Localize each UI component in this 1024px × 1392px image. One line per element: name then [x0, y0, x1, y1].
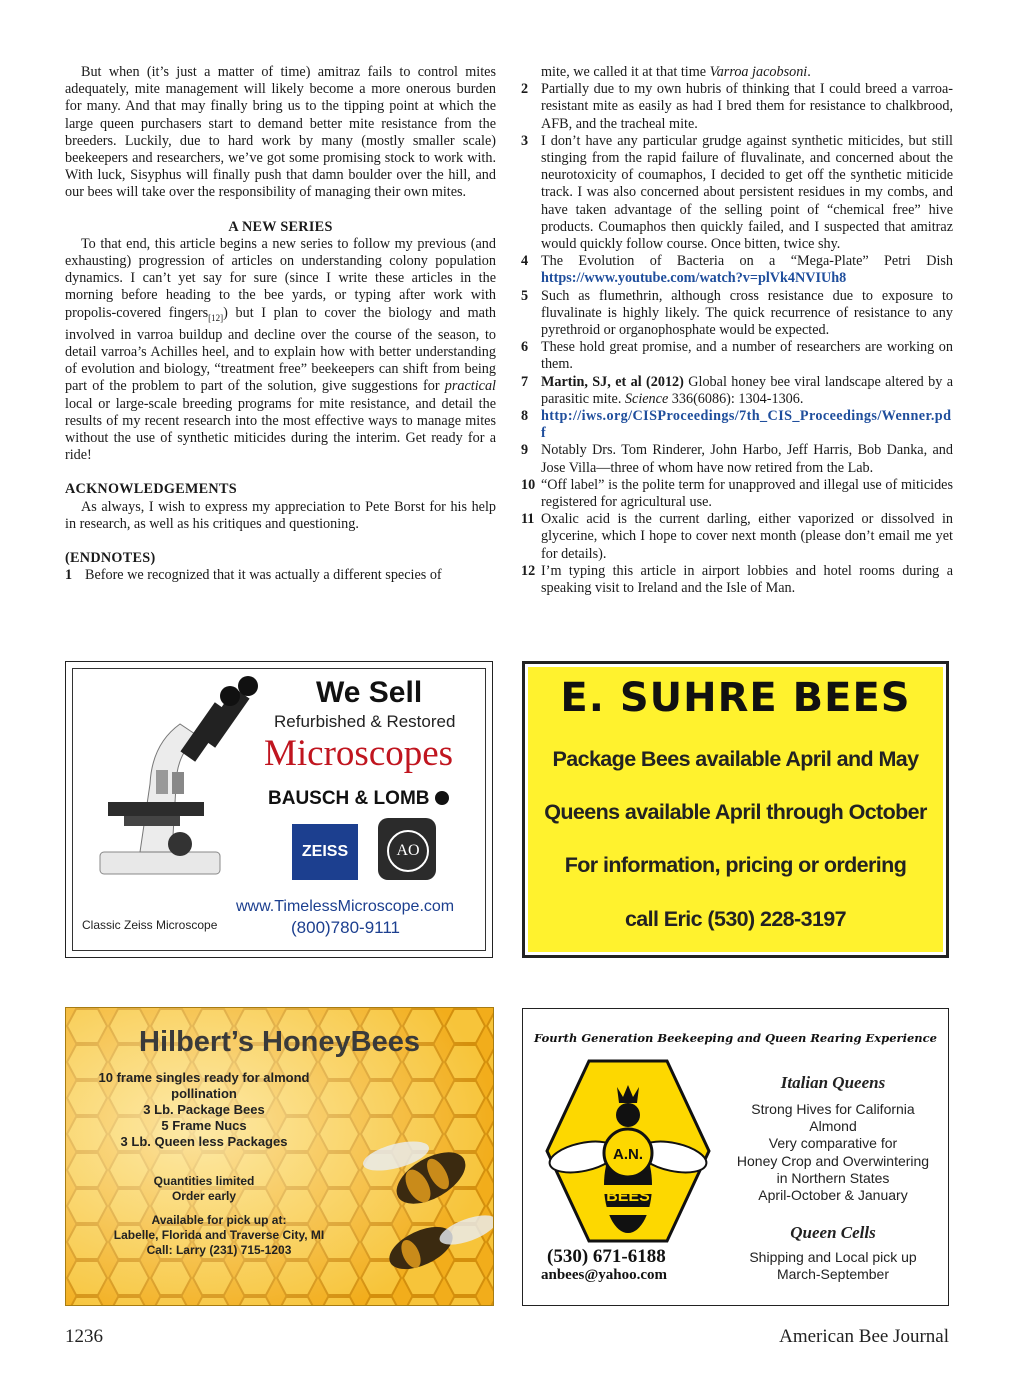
list-item: pollination	[171, 1086, 237, 1101]
ack-heading: ACKNOWLEDGEMENTS	[65, 481, 237, 498]
endnote-3: 3 I don’t have any particular grudge against synthetic miticides, but still stinging from the rapid failure of fluvalinate, and concerned about the neurotoxicity of coumaphos, I decided to get off the synthetic miticide track. I was also concerned about persistent residues in my combs, and have taken advantage of the selling point of “chemical free” hive products. Coumaphos then quickly failed, and I suspected that amitraz would quickly follow course. Once bitten, twice shy.	[521, 132, 953, 253]
italian-queens-heading: Italian Queens	[780, 1073, 886, 1092]
intro-paragraph: But when (it’s just a matter of time) amitraz fails to control mites adequately, mite management will likely become a more onerous burden for many. And that may finally bring us to the tipping point at which the large queen purchasers start to demand better mite resistance from the breeders. Luckily, due to hard work by many (mostly smaller scale) beekeepers and researchers, we’ve got some promising stock to work with. With luck, Sisyphus will finally push that damn boulder over the hill, and our bees will take over the responsibility of managing their own mites.	[65, 64, 496, 201]
endnote-1: 1 Before we recognized that it was actually a different species of	[65, 567, 442, 584]
list-item: 5 Frame Nucs	[161, 1118, 247, 1133]
bausch-lomb-logo: BAUSCH & LOMB	[268, 788, 449, 810]
endnotes-heading: (ENDNOTES)	[65, 550, 156, 567]
ad-subhead: Refurbished & Restored	[274, 712, 456, 731]
section-heading: A NEW SERIES	[228, 218, 333, 235]
youtube-link[interactable]: https://www.youtube.com/watch?v=plVk4NVIUh8	[541, 270, 847, 287]
endnote-2: 2 Partially due to my own hubris of thinking that I could breed a varroa-resistant mite as easily as had I bred them for resistance to chalkbrood, AFB, and the tracheal mite.	[521, 81, 953, 132]
endnote-6: 6 These hold great promise, and a number of researchers are working on them.	[521, 339, 953, 373]
list-item: 3 Lb. Queen less Packages	[120, 1134, 288, 1149]
hilbert-title: Hilbert’s HoneyBees	[139, 1026, 420, 1058]
suhre-line-queens: Queens available April through October	[544, 800, 927, 824]
list-item: 10 frame singles ready for almond	[98, 1070, 310, 1085]
an-bees-logo	[543, 1057, 713, 1245]
suhre-line-call: call Eric (530) 228-3197	[624, 907, 847, 931]
bausch-lomb-icon	[435, 791, 449, 805]
italian-queens-details: Strong Hives for California Almond Very comparative for Honey Crop and Overwintering in Northern States April-October & January	[736, 1101, 930, 1204]
right-column	[521, 64, 953, 597]
an-bees-email[interactable]: anbees@yahoo.com	[541, 1267, 668, 1283]
an-bees-header: Fourth Generation Beekeeping and Queen Rearing Experience	[534, 1031, 937, 1045]
hilbert-pickup: Available for pick up at: Labelle, Florida and Traverse City, MI Call: Larry (231) 715-1203	[113, 1213, 325, 1257]
microscope-illustration	[80, 674, 270, 894]
iws-link[interactable]: http://iws.org/CISProceedings/7th_CIS_Proceedings/Wenner.pdf	[541, 408, 952, 442]
queen-cells-heading: Queen Cells	[790, 1223, 876, 1242]
endnote-12: 12 I’m typing this article in airport lobbies and hotel rooms during a speaking visit to Ireland and the Isle of Man.	[521, 562, 953, 597]
endnote-4: 4 The Evolution of Bacteria on a “Mega-Plate” Petri Dish https://www.youtube.com/watch?v=plVk4NVIUh8	[521, 253, 953, 287]
endnote-9: 9 Notably Drs. Tom Rinderer, John Harbo, Jeff Harris, Bob Danka, and Jose Villa—three of whom have now retired from the Lab.	[521, 442, 953, 476]
endnote-8: 8 http://iws.org/CISProceedings/7th_CIS_Proceedings/Wenner.pdf	[521, 408, 952, 442]
queen-cells-details: Shipping and Local pick up March-September	[749, 1249, 917, 1283]
ack-paragraph: As always, I wish to express my appreciation to Pete Borst for his help in research, as well as his critiques and questioning.	[65, 498, 496, 532]
hilbert-notes: Quantities limited Order early	[153, 1174, 255, 1203]
suhre-title: E. SUHRE BEES	[560, 675, 911, 721]
suhre-bees-ad[interactable]	[522, 661, 949, 958]
endnote-10: 10 “Off label” is the polite term for unapproved and illegal use of miticides registered for agricultural use.	[521, 476, 953, 511]
ad-phone: (800)780-9111	[291, 918, 401, 937]
suhre-ad-background	[528, 667, 943, 952]
endnote-1-continued: mite, we called it at that time Varroa jacobsoni.	[541, 64, 811, 80]
list-item: 3 Lb. Package Bees	[143, 1102, 265, 1117]
logo-text-top: A.N.	[613, 1146, 643, 1163]
hilbert-honeybees-ad[interactable]	[65, 1007, 494, 1306]
journal-name: American Bee Journal	[779, 1326, 949, 1347]
endnote-7: 7 Martin, SJ, et al (2012) Global honey bee viral landscape altered by a parasitic mite. Science 336(6086): 1304-1306.	[521, 373, 953, 407]
suhre-line-info: For information, pricing or ordering	[564, 853, 907, 877]
left-column	[65, 64, 496, 584]
ao-logo: AO	[378, 818, 436, 880]
logo-text-bottom: BEES	[606, 1188, 650, 1205]
microscope-ad[interactable]	[65, 661, 493, 958]
series-paragraph: To that end, this article begins a new series to follow my previous (and exhausting) progression of articles on understanding colony population dynamics. I can’t yet say for sure (since I write these articles in the morning before heading to the bee yards, or typing after work with propolis-covered fingers$_{[12]}$) but I plan to cover the biology and math involved in varroa buildup and decline over the course of the season, to detail varroa’s Achilles heel, and to explain how with better understanding of evolution and biology, “treatment free” beekeepers can shift from being part of the problem to part of the solution, give suggestions for practical local or large-scale breeding programs for mite resistance, and detail the results of my recent research into the most effective ways to manage mites without the use of synthetic miticides during the interim. Get ready for a ride!	[65, 235, 496, 464]
footnote-ref[interactable]: [12]	[208, 312, 224, 323]
ad-headline: We Sell	[316, 676, 423, 709]
an-bees-ad[interactable]	[522, 1008, 949, 1306]
ad-caption: Classic Zeiss Microscope	[82, 918, 218, 932]
ad-website[interactable]: www.TimelessMicroscope.com	[236, 898, 455, 915]
hilbert-offer-list	[84, 1070, 324, 1150]
page-number: 1236	[65, 1326, 103, 1347]
ad-product: Microscopes	[264, 733, 454, 774]
endnote-11: 11 Oxalic acid is the current darling, either vaporized or dissolved in glycerine, which I hope to cover next month (please don’t email me yet for details).	[521, 511, 953, 562]
suhre-line-packages: Package Bees available April and May	[552, 747, 919, 771]
zeiss-logo: ZEISS	[292, 824, 358, 880]
endnote-5: 5 Such as flumethrin, although cross resistance due to exposure to fluvalinate is highly likely. The quick recurrence of resistance to any pyrethroid or organophosphate would be expected.	[521, 287, 953, 339]
an-bees-phone: (530) 671-6188	[547, 1246, 666, 1267]
